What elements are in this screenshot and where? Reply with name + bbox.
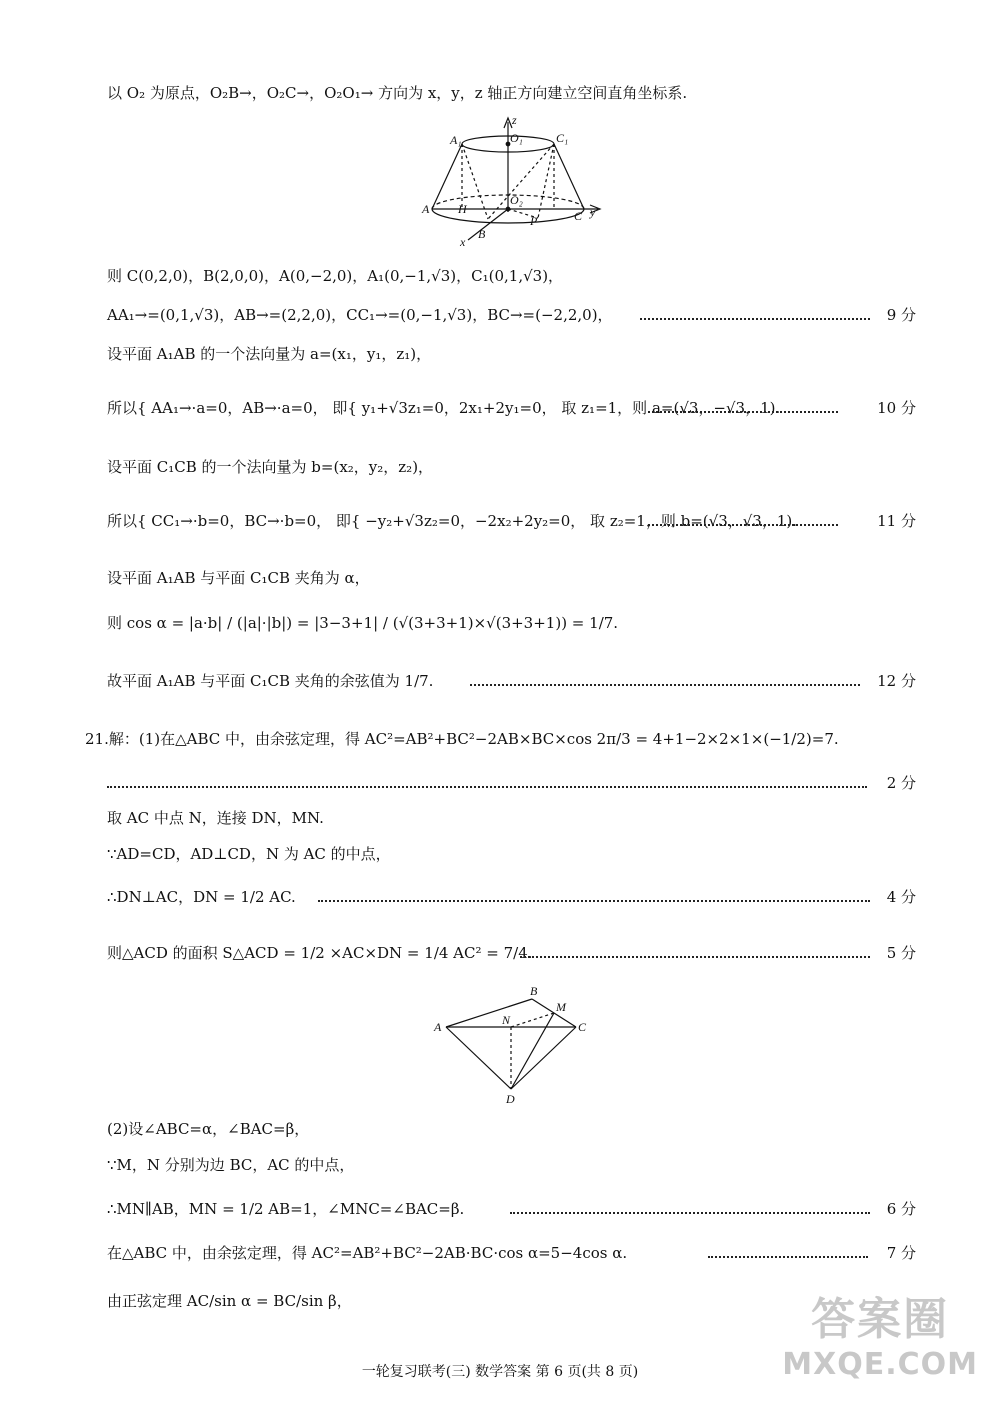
frustum-figure (420, 112, 610, 247)
watermark-title: 答案圈 (811, 1294, 950, 1345)
leader-dots (640, 318, 870, 320)
score-mark: 9 分 (886, 306, 916, 324)
label-A: A (434, 1020, 442, 1034)
score-mark: 6 分 (886, 1200, 916, 1218)
edge-AD (446, 1027, 511, 1089)
line-text: 设平面 A₁AB 的一个法向量为 a=(x₁，y₁，z₁)， (107, 345, 432, 363)
label-O2: O₂ (510, 193, 523, 207)
score-mark: 5 分 (886, 944, 916, 962)
edge-CD (511, 1027, 576, 1089)
right-generator (554, 144, 584, 209)
line-text: 所以{ AA₁→·a=0，AB→·a=0， 即{ y₁+√3z₁=0，2x₁+2y₁=0， 取 z₁=1，则 a=(√3，−√3，1). (107, 399, 781, 417)
label-B: B (478, 227, 486, 241)
leader-dots (107, 786, 867, 788)
label-C: C (574, 209, 583, 223)
left-generator (432, 144, 462, 209)
line-text: 取 AC 中点 N，连接 DN，MN. (107, 809, 324, 827)
line-text: AA₁→=(0,1,√3)，AB→=(2,2,0)，CC₁→=(0,−1,√3)，BC→=(−2,2,0)， (107, 306, 613, 324)
label-y: y (590, 205, 596, 219)
leader-dots (318, 900, 870, 902)
line-text: 则 cos α = |a·b| / (|a|·|b|) = |3−3+1| / (√(3+3+1)×√(3+3+1)) = 1/7. (107, 614, 619, 632)
label-D: D (506, 1092, 515, 1106)
label-C: C (578, 1020, 587, 1034)
score-mark: 4 分 (886, 888, 916, 906)
label-z: z (512, 113, 517, 127)
line-text: 故平面 A₁AB 与平面 C₁CB 夹角的余弦值为 1/7. (107, 672, 434, 690)
label-C1: C₁ (556, 131, 569, 145)
label-O1: O₁ (510, 131, 523, 145)
line-text: 在△ABC 中，由余弦定理，得 AC²=AB²+BC²−2AB·BC·cos α=5−4cos α. (107, 1244, 628, 1262)
label-x: x (460, 235, 466, 247)
watermark-logo (782, 1283, 978, 1382)
score-mark: 7 分 (886, 1244, 916, 1262)
line-text: 设平面 A₁AB 与平面 C₁CB 夹角为 α， (107, 569, 370, 587)
label-P: P (530, 214, 538, 228)
line-text: 则△ACD 的面积 S△ACD = 1/2 ×AC×DN = 1/4 AC² = 7/4. (107, 944, 533, 962)
leader-dots (708, 1256, 868, 1258)
line-text: 以 O₂ 为原点，O₂B→，O₂C→，O₂O₁→ 方向为 x，y，z 轴正方向建立空间直角坐标系. (107, 84, 688, 102)
label-B: B (530, 985, 538, 998)
line-text: (2)设∠ABC=α，∠BAC=β， (107, 1120, 310, 1138)
leader-dots (470, 684, 860, 686)
line-text: ∴MN∥AB，MN = 1/2 AB=1，∠MNC=∠BAC=β. (107, 1200, 465, 1218)
label-A1: A₁ (450, 133, 462, 147)
line-text: 由正弦定理 AC/sin α = BC/sin β， (107, 1292, 352, 1310)
x-axis (468, 209, 508, 240)
label-N: N (502, 1013, 511, 1027)
point-O2 (506, 207, 510, 211)
page-footer: 一轮复习联考(三) 数学答案 第 6 页(共 8 页) (361, 1364, 639, 1380)
line-text: ∴DN⊥AC，DN = 1/2 AC. (107, 888, 296, 906)
label-A: A (422, 202, 430, 216)
leader-dots (510, 1212, 870, 1214)
label-M: M (556, 1000, 566, 1014)
score-mark: 12 分 (877, 672, 916, 690)
line-text: ∵M，N 分别为边 BC，AC 的中点， (107, 1156, 355, 1174)
line-text: 设平面 C₁CB 的一个法向量为 b=(x₂，y₂，z₂)， (107, 458, 434, 476)
score-mark: 2 分 (886, 774, 916, 792)
line-text: ∵AD=CD，AD⊥CD，N 为 AC 的中点， (107, 845, 391, 863)
leader-dots (520, 956, 870, 958)
score-mark: 10 分 (877, 399, 916, 417)
leader-dots (648, 411, 838, 413)
line-text: 则 C(0,2,0)，B(2,0,0)，A(0,−2,0)，A₁(0,−1,√3)，C₁(0,1,√3)， (107, 267, 564, 285)
watermark-url: MXQE.COM (782, 1347, 978, 1382)
quadrilateral-figure (430, 985, 595, 1110)
line-text: 21.解：(1)在△ABC 中，由余弦定理，得 AC²=AB²+BC²−2AB×BC×cos 2π/3 = 4+1−2×2×1×(−1/2)=7. (85, 730, 839, 748)
label-H: H (458, 202, 467, 216)
line-text: 所以{ CC₁→·b=0，BC→·b=0， 即{ −y₂+√3z₂=0，−2x₂+2y₂=0， 取 z₂=1，则 b=(√3，√3，1). (107, 512, 798, 530)
leader-dots (648, 524, 838, 526)
edge-AB (446, 999, 532, 1027)
score-mark: 11 分 (877, 512, 916, 530)
